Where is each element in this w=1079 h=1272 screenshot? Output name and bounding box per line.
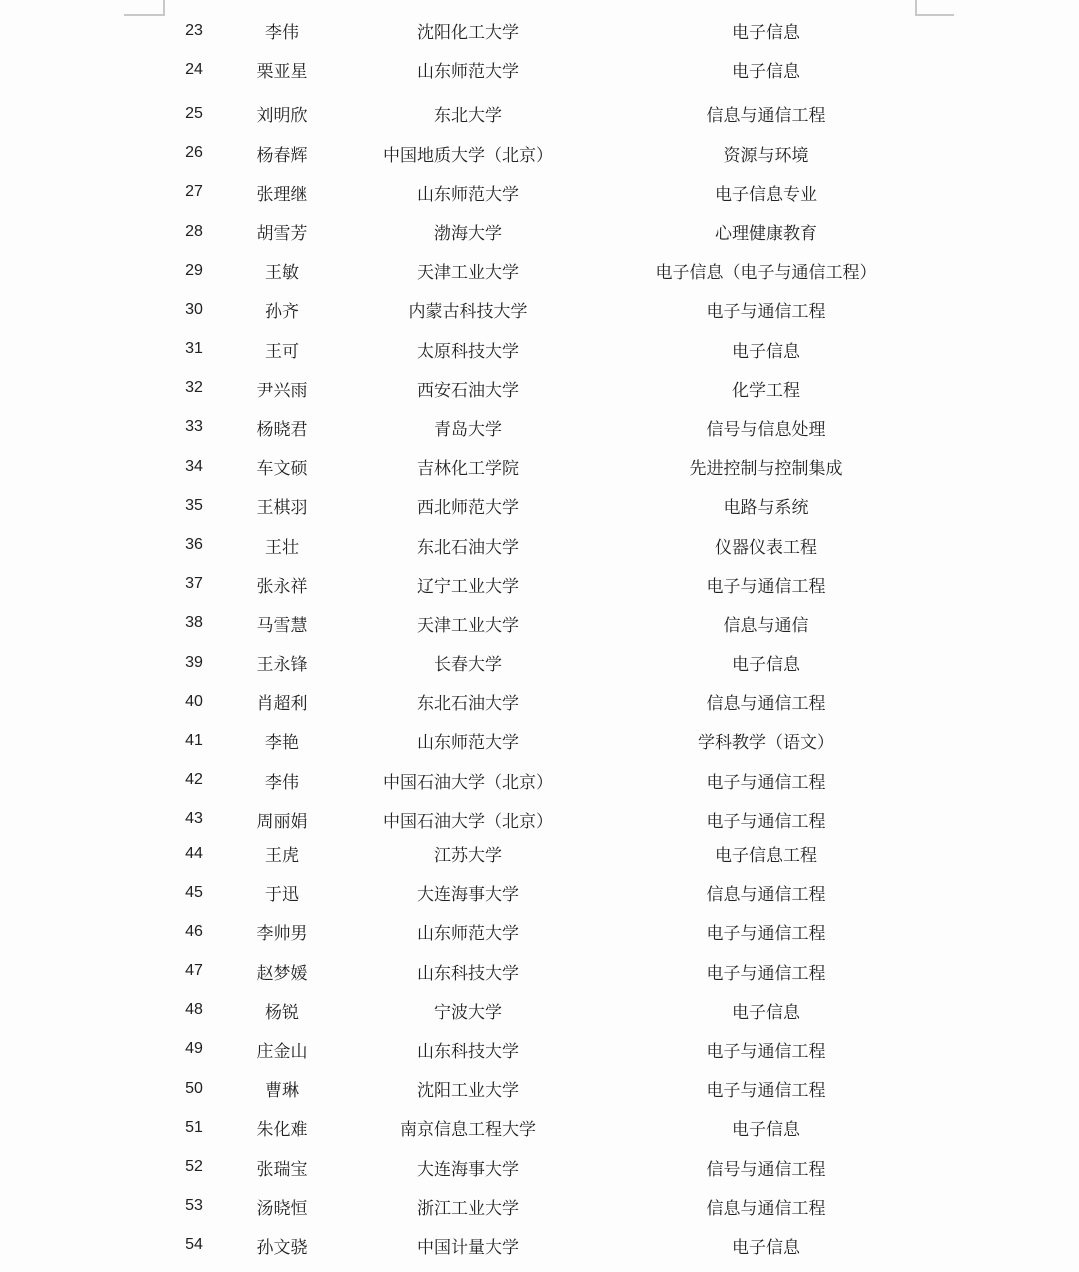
table-row (0, 721, 1079, 760)
table-row (0, 212, 1079, 251)
major-name: 电子与通信工程 (706, 811, 826, 831)
major-name: 电子与通信工程 (706, 772, 826, 792)
row-number: 53 (185, 1197, 203, 1215)
table-row (0, 565, 1079, 604)
row-number: 48 (185, 1001, 203, 1019)
major-name: 电子信息 (732, 1237, 800, 1257)
row-number: 52 (185, 1158, 203, 1176)
student-name: 张理继 (256, 184, 308, 204)
table-row (0, 50, 1079, 89)
university-name: 山东师范大学 (417, 924, 519, 944)
major-name: 电子信息专业 (715, 184, 817, 204)
row-number: 31 (185, 340, 203, 358)
table-row (0, 94, 1079, 133)
table-row (0, 1187, 1079, 1226)
student-name: 王棋羽 (256, 498, 308, 518)
student-name: 王敏 (265, 263, 299, 283)
student-name: 杨春辉 (256, 145, 308, 165)
major-name: 信息与通信工程 (706, 1198, 826, 1218)
university-name: 宁波大学 (434, 1002, 502, 1022)
student-name: 杨锐 (265, 1002, 299, 1022)
major-name: 学科教学（语文） (698, 733, 834, 753)
table-row (0, 173, 1079, 212)
row-number: 45 (185, 883, 203, 901)
university-name: 长春大学 (434, 655, 502, 675)
student-name: 杨晓君 (256, 419, 308, 439)
row-number: 38 (185, 614, 203, 632)
table-row (0, 290, 1079, 329)
table-row (0, 1108, 1079, 1147)
university-name: 中国石油大学（北京） (383, 811, 553, 831)
major-name: 信息与通信工程 (706, 106, 826, 126)
major-name: 电子信息 (732, 1120, 800, 1140)
row-number: 26 (185, 144, 203, 162)
table-row (0, 134, 1079, 173)
university-name: 东北大学 (434, 106, 502, 126)
major-name: 先进控制与控制集成 (689, 459, 843, 479)
table-row (0, 525, 1079, 564)
major-name: 电子信息 (732, 23, 800, 43)
row-number: 27 (185, 183, 203, 201)
row-number: 23 (185, 21, 203, 39)
table-row (0, 330, 1079, 369)
major-name: 化学工程 (732, 380, 800, 400)
major-name: 电子与通信工程 (706, 924, 826, 944)
row-number: 51 (185, 1118, 203, 1136)
major-name: 电路与系统 (723, 498, 809, 518)
student-name: 孙文骁 (256, 1237, 308, 1257)
major-name: 电子与通信工程 (706, 963, 826, 983)
major-name: 信号与通信工程 (706, 1159, 826, 1179)
university-name: 西北师范大学 (417, 498, 519, 518)
student-table (0, 11, 1079, 1265)
student-name: 尹兴雨 (256, 380, 308, 400)
table-row (0, 682, 1079, 721)
table-row (0, 251, 1079, 290)
table-row (0, 486, 1079, 525)
student-name: 胡雪芳 (256, 224, 308, 244)
student-name: 李伟 (265, 772, 299, 792)
row-number: 50 (185, 1079, 203, 1097)
major-name: 电子信息 (732, 655, 800, 675)
university-name: 西安石油大学 (417, 380, 519, 400)
table-row (0, 369, 1079, 408)
university-name: 沈阳工业大学 (417, 1081, 519, 1101)
table-row (0, 1069, 1079, 1108)
row-number: 43 (185, 810, 203, 828)
student-name: 周丽娟 (256, 811, 308, 831)
university-name: 天津工业大学 (417, 263, 519, 283)
university-name: 东北石油大学 (417, 537, 519, 557)
university-name: 山东师范大学 (417, 733, 519, 753)
row-number: 54 (185, 1236, 203, 1254)
row-number: 28 (185, 222, 203, 240)
table-row (0, 1147, 1079, 1186)
table-row (0, 834, 1079, 873)
major-name: 电子信息 (732, 62, 800, 82)
row-number: 29 (185, 261, 203, 279)
university-name: 大连海事大学 (417, 885, 519, 905)
major-name: 信号与信息处理 (706, 419, 826, 439)
table-row (0, 604, 1079, 643)
student-name: 王永锋 (256, 655, 308, 675)
table-row (0, 1030, 1079, 1069)
university-name: 天津工业大学 (417, 615, 519, 635)
student-name: 张瑞宝 (256, 1159, 308, 1179)
university-name: 山东科技大学 (417, 1041, 519, 1061)
major-name: 信息与通信工程 (706, 885, 826, 905)
university-name: 山东师范大学 (417, 184, 519, 204)
major-name: 仪器仪表工程 (715, 537, 817, 557)
major-name: 电子信息（电子与通信工程） (655, 263, 877, 283)
university-name: 内蒙古科技大学 (408, 302, 528, 322)
university-name: 吉林化工学院 (417, 459, 519, 479)
table-row (0, 991, 1079, 1030)
row-number: 46 (185, 922, 203, 940)
university-name: 江苏大学 (434, 846, 502, 866)
university-name: 青岛大学 (434, 419, 502, 439)
student-name: 朱化难 (256, 1120, 308, 1140)
row-number: 25 (185, 104, 203, 122)
table-row (0, 761, 1079, 800)
university-name: 中国地质大学（北京） (383, 145, 553, 165)
table-row (0, 408, 1079, 447)
table-row (0, 643, 1079, 682)
table-row (0, 11, 1079, 50)
row-number: 39 (185, 653, 203, 671)
university-name: 南京信息工程大学 (400, 1120, 536, 1140)
row-number: 24 (185, 60, 203, 78)
major-name: 资源与环境 (723, 145, 809, 165)
row-number: 40 (185, 692, 203, 710)
student-name: 张永祥 (256, 576, 308, 596)
university-name: 东北石油大学 (417, 694, 519, 714)
major-name: 信息与通信 (723, 615, 809, 635)
major-name: 电子信息工程 (715, 846, 817, 866)
table-row (0, 952, 1079, 991)
university-name: 太原科技大学 (417, 341, 519, 361)
university-name: 辽宁工业大学 (417, 576, 519, 596)
major-name: 电子信息 (732, 1002, 800, 1022)
student-name: 车文硕 (256, 459, 308, 479)
student-name: 孙齐 (265, 302, 299, 322)
row-number: 35 (185, 496, 203, 514)
student-name: 赵梦媛 (256, 963, 308, 983)
student-name: 李伟 (265, 23, 299, 43)
row-number: 42 (185, 771, 203, 789)
table-row (0, 912, 1079, 951)
university-name: 沈阳化工大学 (417, 23, 519, 43)
student-name: 于迅 (265, 885, 299, 905)
student-name: 李艳 (265, 733, 299, 753)
student-name: 王虎 (265, 846, 299, 866)
university-name: 中国石油大学（北京） (383, 772, 553, 792)
major-name: 电子与通信工程 (706, 302, 826, 322)
student-name: 曹琳 (265, 1081, 299, 1101)
row-number: 49 (185, 1040, 203, 1058)
student-name: 肖超利 (256, 694, 308, 714)
row-number: 30 (185, 300, 203, 318)
row-number: 36 (185, 536, 203, 554)
table-row (0, 447, 1079, 486)
row-number: 41 (185, 731, 203, 749)
row-number: 37 (185, 575, 203, 593)
major-name: 电子与通信工程 (706, 1041, 826, 1061)
student-name: 李帅男 (256, 924, 308, 944)
university-name: 山东师范大学 (417, 62, 519, 82)
row-number: 32 (185, 379, 203, 397)
row-number: 34 (185, 457, 203, 475)
row-number: 44 (185, 844, 203, 862)
major-name: 电子信息 (732, 341, 800, 361)
university-name: 大连海事大学 (417, 1159, 519, 1179)
student-name: 汤晓恒 (256, 1198, 308, 1218)
major-name: 信息与通信工程 (706, 694, 826, 714)
student-name: 栗亚星 (256, 62, 308, 82)
university-name: 浙江工业大学 (417, 1198, 519, 1218)
row-number: 47 (185, 962, 203, 980)
student-name: 庄金山 (256, 1041, 308, 1061)
university-name: 山东科技大学 (417, 963, 519, 983)
student-name: 王壮 (265, 537, 299, 557)
student-name: 马雪慧 (256, 615, 308, 635)
student-name: 刘明欣 (256, 106, 308, 126)
table-row (0, 873, 1079, 912)
university-name: 中国计量大学 (417, 1237, 519, 1257)
major-name: 心理健康教育 (715, 224, 817, 244)
student-name: 王可 (265, 341, 299, 361)
university-name: 渤海大学 (434, 224, 502, 244)
row-number: 33 (185, 418, 203, 436)
table-row (0, 1226, 1079, 1265)
major-name: 电子与通信工程 (706, 1081, 826, 1101)
major-name: 电子与通信工程 (706, 576, 826, 596)
